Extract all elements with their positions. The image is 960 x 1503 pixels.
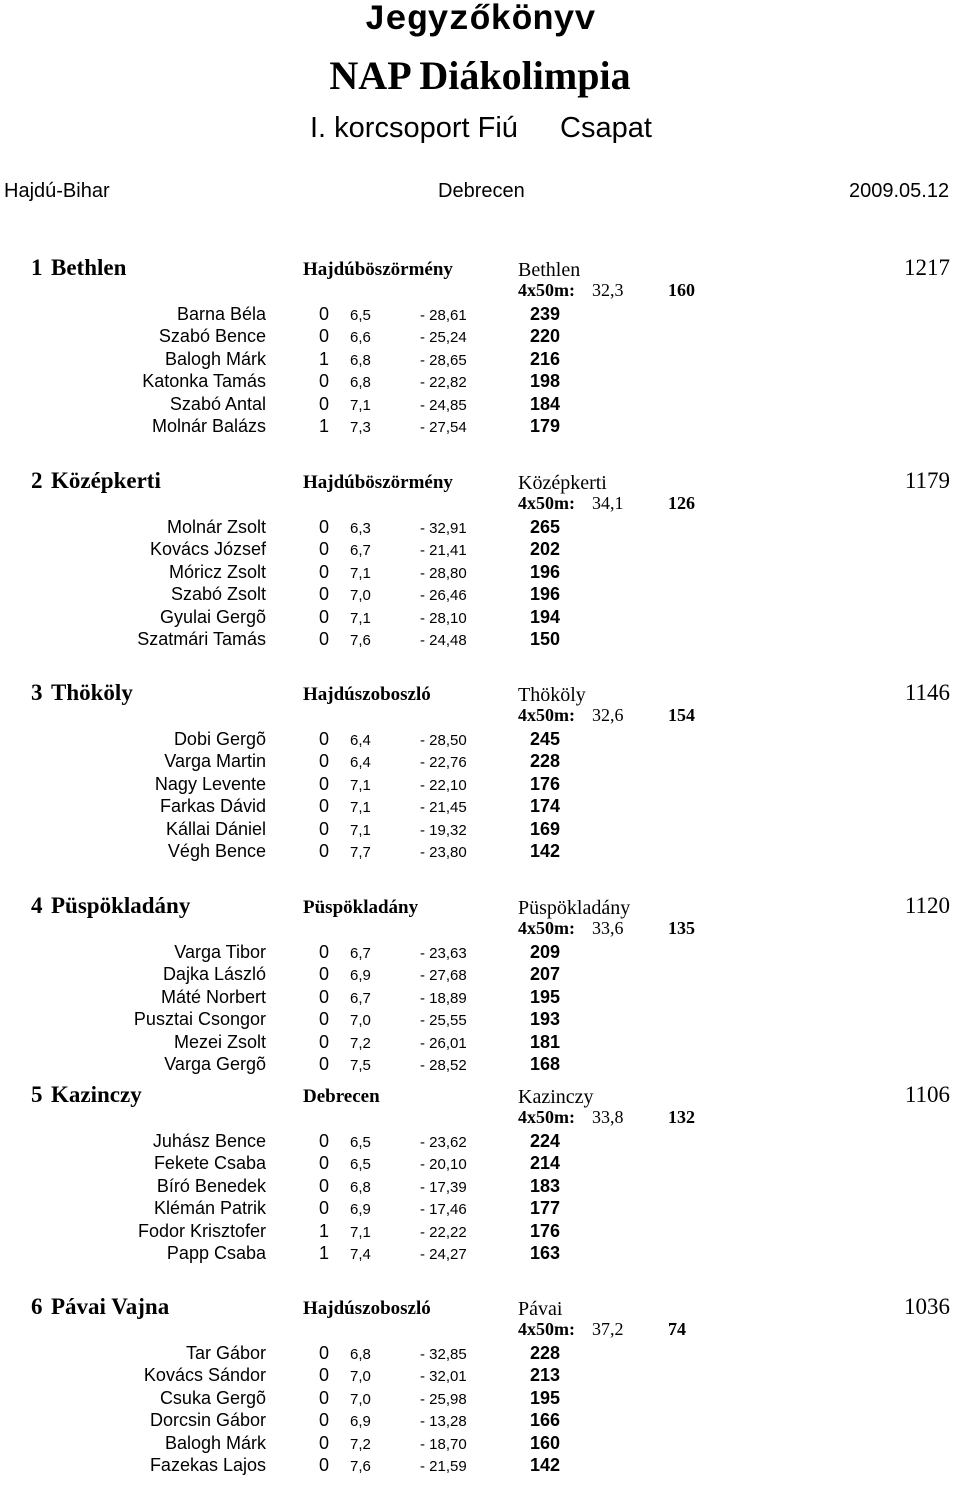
team-total: 1120: [904, 893, 950, 918]
team-school: Püspökladány: [518, 897, 631, 919]
team-town: Püspökladány: [303, 897, 419, 918]
athlete-throw: - 26,01: [420, 1034, 467, 1052]
athlete-points: 142: [530, 840, 561, 861]
athlete-zero: 0: [319, 1153, 330, 1174]
athlete-name: Móricz Zsolt: [168, 561, 266, 582]
athlete-sprint: 6,5: [350, 1156, 371, 1174]
team-name: Középkerti: [51, 468, 161, 493]
athlete-sprint: 7,3: [350, 418, 371, 436]
team-rank: 6: [31, 1294, 43, 1319]
athlete-zero: 0: [319, 751, 330, 772]
athlete-zero: 0: [319, 796, 330, 817]
athlete-points: 160: [530, 1432, 561, 1453]
athlete-name: Juhász Bence: [152, 1131, 266, 1151]
athlete-name: Végh Bence: [167, 840, 266, 861]
athlete-points: 168: [530, 1053, 561, 1074]
athlete-points: 224: [530, 1131, 561, 1151]
athlete-name: Dorcsin Gábor: [149, 1410, 266, 1431]
team-rank: 1: [31, 255, 43, 280]
athlete-points: 245: [530, 729, 561, 749]
athlete-row: [0, 941, 960, 963]
athlete-throw: - 17,39: [420, 1178, 467, 1196]
athlete-name: Pusztai Csongor: [133, 1009, 266, 1030]
athlete-name: Varga Martin: [164, 751, 266, 772]
athlete-name: Bíró Benedek: [156, 1175, 266, 1196]
relay-points: 160: [668, 280, 695, 300]
athlete-sprint: 6,3: [350, 520, 371, 537]
relay-time: 34,1: [592, 493, 624, 513]
team-rank: 5: [31, 1082, 43, 1107]
athlete-sprint: 7,1: [350, 396, 371, 414]
athlete-points: 214: [530, 1153, 561, 1174]
athlete-points: 239: [530, 304, 561, 324]
competition-type: Csapat: [560, 112, 652, 144]
athlete-row: [0, 986, 960, 1008]
athlete-points: 195: [530, 1387, 561, 1408]
athlete-row: [0, 1008, 960, 1030]
athlete-table: [0, 1130, 960, 1264]
athlete-name: Máté Norbert: [160, 986, 266, 1007]
athlete-row: [0, 583, 960, 605]
athlete-sprint: 7,0: [350, 1012, 371, 1030]
athlete-name: Szabó Bence: [158, 326, 266, 347]
athlete-points: 198: [530, 371, 561, 392]
athlete-sprint: 6,8: [350, 1346, 371, 1363]
team-town: Hajdúböszörmény: [303, 259, 453, 280]
athlete-sprint: 7,6: [350, 631, 371, 649]
athlete-points: 142: [530, 1454, 561, 1475]
athlete-points: 176: [530, 1220, 561, 1241]
athlete-throw: - 21,59: [420, 1457, 467, 1475]
athlete-zero: 0: [319, 1365, 330, 1386]
athlete-throw: - 27,68: [420, 967, 467, 985]
athlete-zero: 0: [319, 964, 330, 985]
relay-time: 32,3: [592, 280, 624, 300]
athlete-points: 181: [530, 1031, 561, 1052]
athlete-zero: 1: [319, 1242, 330, 1263]
athlete-row: [0, 1031, 960, 1053]
athlete-points: 216: [530, 348, 561, 369]
athlete-sprint: 6,5: [350, 307, 371, 324]
relay-points: 126: [668, 493, 695, 513]
athlete-points: 196: [530, 561, 561, 582]
athlete-zero: 0: [319, 818, 330, 839]
athlete-throw: - 23,62: [420, 1134, 467, 1151]
athlete-throw: - 22,82: [420, 374, 467, 392]
athlete-zero: 0: [319, 986, 330, 1007]
athlete-name: Varga Gergõ: [164, 1053, 266, 1074]
athlete-row: [0, 303, 960, 325]
athlete-table: [0, 941, 960, 1075]
athlete-name: Molnár Balázs: [151, 415, 266, 436]
athlete-name: Molnár Zsolt: [166, 517, 266, 537]
athlete-sprint: 6,9: [350, 1413, 371, 1431]
athlete-row: [0, 415, 960, 437]
athlete-points: 265: [530, 517, 561, 537]
relay-label: 4x50m:: [518, 280, 575, 300]
athlete-zero: 0: [319, 561, 330, 582]
athlete-zero: 0: [319, 942, 330, 962]
athlete-row: [0, 606, 960, 628]
athlete-sprint: 7,1: [350, 799, 371, 817]
event-title: NAP Diákolimpia: [329, 53, 631, 98]
athlete-sprint: 7,1: [350, 564, 371, 582]
team-total: 1217: [904, 255, 950, 280]
relay-time: 32,6: [592, 705, 624, 725]
athlete-zero: 0: [319, 1432, 330, 1453]
athlete-sprint: 6,8: [350, 1178, 371, 1196]
team-school: Középkerti: [518, 472, 607, 494]
athlete-throw: - 28,10: [420, 609, 467, 627]
athlete-row: [0, 728, 960, 750]
athlete-throw: - 23,80: [420, 843, 467, 861]
athlete-name: Balogh Márk: [164, 348, 266, 369]
team-name: Thököly: [51, 680, 133, 705]
athlete-zero: 0: [319, 773, 330, 794]
athlete-zero: 1: [319, 1220, 330, 1241]
athlete-table: [0, 303, 960, 437]
team-school: Bethlen: [518, 259, 581, 281]
athlete-name: Klémán Patrik: [153, 1198, 266, 1219]
relay-time: 37,2: [592, 1319, 624, 1339]
athlete-row: [0, 1130, 960, 1152]
athlete-throw: - 13,28: [420, 1413, 467, 1431]
relay-label: 4x50m:: [518, 493, 575, 513]
athlete-points: 220: [530, 326, 561, 347]
athlete-points: 194: [530, 606, 561, 627]
athlete-sprint: 6,4: [350, 754, 371, 772]
athlete-throw: - 22,76: [420, 754, 467, 772]
athlete-points: 228: [530, 751, 561, 772]
athlete-throw: - 22,22: [420, 1223, 467, 1241]
athlete-name: Gyulai Gergõ: [159, 606, 266, 627]
athlete-row: [0, 1152, 960, 1174]
athlete-name: Kállai Dániel: [165, 818, 266, 839]
athlete-throw: - 24,85: [420, 396, 467, 414]
athlete-zero: 0: [319, 517, 330, 537]
athlete-points: 169: [530, 818, 561, 839]
athlete-sprint: 7,7: [350, 843, 371, 861]
athlete-points: 184: [530, 393, 561, 414]
athlete-points: 177: [530, 1198, 561, 1219]
athlete-sprint: 6,7: [350, 945, 371, 962]
team-total: 1106: [904, 1082, 950, 1107]
athlete-row: [0, 773, 960, 795]
athlete-points: 193: [530, 1009, 561, 1030]
athlete-sprint: 6,7: [350, 542, 371, 560]
athlete-sprint: 7,0: [350, 1368, 371, 1386]
athlete-throw: - 32,01: [420, 1368, 467, 1386]
athlete-points: 196: [530, 584, 561, 605]
athlete-points: 195: [530, 986, 561, 1007]
athlete-sprint: 6,8: [350, 351, 371, 369]
relay-points: 154: [668, 705, 695, 725]
athlete-throw: - 23,63: [420, 945, 467, 962]
athlete-throw: - 27,54: [420, 418, 467, 436]
athlete-zero: 0: [319, 393, 330, 414]
athlete-zero: 1: [319, 348, 330, 369]
athlete-row: [0, 795, 960, 817]
date: 2009.05.12: [849, 180, 950, 202]
athlete-points: 209: [530, 942, 561, 962]
athlete-zero: 0: [319, 1053, 330, 1074]
athlete-throw: - 26,46: [420, 587, 467, 605]
athlete-name: Balogh Márk: [164, 1432, 266, 1453]
athlete-zero: 0: [319, 840, 330, 861]
athlete-zero: 0: [319, 584, 330, 605]
athlete-points: 228: [530, 1343, 561, 1363]
team-block: [0, 1081, 960, 1291]
athlete-name: Tar Gábor: [185, 1343, 266, 1363]
athlete-throw: - 32,85: [420, 1346, 467, 1363]
athlete-table: [0, 516, 960, 650]
relay-time: 33,6: [592, 918, 624, 938]
athlete-throw: - 22,10: [420, 776, 467, 794]
team-block: [0, 1293, 960, 1503]
athlete-throw: - 28,61: [420, 307, 467, 324]
team-rank: 3: [31, 680, 43, 705]
age-category: I. korcsoport Fiú: [310, 112, 518, 144]
athlete-row: [0, 1432, 960, 1454]
athlete-row: [0, 1387, 960, 1409]
athlete-table: [0, 728, 960, 862]
athlete-row: [0, 348, 960, 370]
athlete-zero: 0: [319, 1343, 330, 1363]
team-block: [0, 467, 960, 677]
athlete-sprint: 7,1: [350, 609, 371, 627]
team-block: [0, 254, 960, 464]
athlete-sprint: 6,4: [350, 732, 371, 749]
athlete-name: Mezei Zsolt: [173, 1031, 266, 1052]
athlete-zero: 0: [319, 371, 330, 392]
team-school: Pávai: [518, 1298, 563, 1320]
team-name: Kazinczy: [51, 1082, 142, 1107]
team-town: Hajdúböszörmény: [303, 472, 453, 493]
athlete-row: [0, 516, 960, 538]
city: Debrecen: [438, 180, 525, 202]
athlete-points: 174: [530, 796, 561, 817]
athlete-sprint: 7,5: [350, 1056, 371, 1074]
athlete-sprint: 7,1: [350, 1223, 371, 1241]
team-school: Kazinczy: [518, 1086, 594, 1108]
athlete-name: Kovács Sándor: [143, 1365, 266, 1386]
relay-time: 33,8: [592, 1107, 624, 1127]
athlete-row: [0, 628, 960, 650]
athlete-sprint: 6,6: [350, 329, 371, 347]
athlete-row: [0, 750, 960, 772]
athlete-points: 176: [530, 773, 561, 794]
relay-points: 132: [668, 1107, 695, 1127]
athlete-points: 163: [530, 1242, 561, 1263]
athlete-sprint: 6,9: [350, 967, 371, 985]
team-town: Hajdúszoboszló: [303, 1298, 431, 1319]
athlete-name: Nagy Levente: [154, 773, 266, 794]
athlete-throw: - 18,89: [420, 989, 467, 1007]
team-total: 1146: [904, 680, 950, 705]
athlete-name: Kovács József: [149, 539, 266, 560]
athlete-throw: - 28,50: [420, 732, 467, 749]
athlete-row: [0, 370, 960, 392]
team-total: 1179: [904, 468, 950, 493]
athlete-row: [0, 1454, 960, 1476]
athlete-points: 150: [530, 628, 561, 649]
athlete-throw: - 25,55: [420, 1012, 467, 1030]
athlete-sprint: 7,1: [350, 776, 371, 794]
team-rank: 2: [31, 468, 43, 493]
relay-label: 4x50m:: [518, 1107, 575, 1127]
athlete-row: [0, 1220, 960, 1242]
athlete-throw: - 18,70: [420, 1435, 467, 1453]
document-title: Jegyzőkönyv: [364, 0, 596, 40]
athlete-points: 202: [530, 539, 561, 560]
athlete-row: [0, 1197, 960, 1219]
athlete-points: 213: [530, 1365, 561, 1386]
athlete-throw: - 24,48: [420, 631, 467, 649]
team-block: [0, 892, 960, 1102]
athlete-row: [0, 561, 960, 583]
athlete-zero: 0: [319, 606, 330, 627]
athlete-row: [0, 963, 960, 985]
athlete-name: Katonka Tamás: [142, 371, 266, 392]
relay-label: 4x50m:: [518, 918, 575, 938]
athlete-row: [0, 393, 960, 415]
athlete-row: [0, 538, 960, 560]
athlete-row: [0, 1053, 960, 1075]
athlete-name: Barna Béla: [176, 304, 266, 324]
team-rank: 4: [31, 893, 43, 918]
athlete-throw: - 19,32: [420, 821, 467, 839]
athlete-sprint: 7,0: [350, 1390, 371, 1408]
athlete-throw: - 20,10: [420, 1156, 467, 1174]
athlete-throw: - 28,80: [420, 564, 467, 582]
athlete-sprint: 7,4: [350, 1245, 371, 1263]
athlete-throw: - 28,65: [420, 351, 467, 369]
athlete-points: 179: [530, 415, 561, 436]
athlete-throw: - 25,98: [420, 1390, 467, 1408]
relay-points: 135: [668, 918, 695, 938]
athlete-sprint: 6,8: [350, 374, 371, 392]
athlete-name: Farkas Dávid: [159, 796, 266, 817]
athlete-throw: - 24,27: [420, 1245, 467, 1263]
athlete-zero: 0: [319, 628, 330, 649]
athlete-row: [0, 840, 960, 862]
athlete-throw: - 17,46: [420, 1201, 467, 1219]
team-block: [0, 679, 960, 889]
athlete-row: [0, 1342, 960, 1364]
athlete-zero: 1: [319, 415, 330, 436]
athlete-zero: 0: [319, 326, 330, 347]
athlete-sprint: 6,7: [350, 989, 371, 1007]
athlete-name: Szatmári Tamás: [137, 628, 266, 649]
athlete-sprint: 7,2: [350, 1034, 371, 1052]
team-school: Thököly: [518, 684, 586, 706]
athlete-points: 183: [530, 1175, 561, 1196]
athlete-zero: 0: [319, 1131, 330, 1151]
team-name: Bethlen: [51, 255, 127, 280]
athlete-name: Fodor Krisztofer: [137, 1220, 266, 1241]
athlete-row: [0, 1409, 960, 1431]
athlete-row: [0, 1364, 960, 1386]
athlete-sprint: 6,5: [350, 1134, 371, 1151]
athlete-throw: - 32,91: [420, 520, 467, 537]
athlete-zero: 0: [319, 1009, 330, 1030]
athlete-zero: 0: [319, 1198, 330, 1219]
athlete-zero: 0: [319, 1387, 330, 1408]
athlete-zero: 0: [319, 1031, 330, 1052]
athlete-zero: 0: [319, 729, 330, 749]
relay-label: 4x50m:: [518, 1319, 575, 1339]
athlete-name: Dajka László: [162, 964, 266, 985]
athlete-name: Fekete Csaba: [153, 1153, 266, 1174]
relay-label: 4x50m:: [518, 705, 575, 725]
team-town: Hajdúszoboszló: [303, 684, 431, 705]
athlete-row: [0, 325, 960, 347]
athlete-row: [0, 1175, 960, 1197]
team-total: 1036: [904, 1294, 950, 1319]
athlete-sprint: 7,0: [350, 587, 371, 605]
athlete-sprint: 7,1: [350, 821, 371, 839]
athlete-throw: - 21,41: [420, 542, 467, 560]
athlete-points: 166: [530, 1410, 561, 1431]
athlete-name: Szabó Zsolt: [170, 584, 266, 605]
athlete-name: Dobi Gergõ: [173, 729, 266, 749]
athlete-row: [0, 1242, 960, 1264]
athlete-throw: - 28,52: [420, 1056, 467, 1074]
athlete-name: Szabó Antal: [169, 393, 266, 414]
athlete-name: Varga Tibor: [174, 942, 266, 962]
athlete-sprint: 7,6: [350, 1457, 371, 1475]
athlete-name: Fazekas Lajos: [149, 1454, 266, 1475]
athlete-zero: 0: [319, 1175, 330, 1196]
athlete-sprint: 7,2: [350, 1435, 371, 1453]
team-name: Püspökladány: [51, 893, 191, 918]
team-name: Pávai Vajna: [51, 1294, 170, 1319]
athlete-zero: 0: [319, 304, 330, 324]
athlete-sprint: 6,9: [350, 1201, 371, 1219]
athlete-throw: - 21,45: [420, 799, 467, 817]
athlete-name: Csuka Gergõ: [159, 1387, 266, 1408]
athlete-throw: - 25,24: [420, 329, 467, 347]
athlete-name: Papp Csaba: [166, 1242, 266, 1263]
team-town: Debrecen: [303, 1086, 380, 1107]
athlete-points: 207: [530, 964, 561, 985]
athlete-zero: 0: [319, 1410, 330, 1431]
athlete-table: [0, 1342, 960, 1476]
athlete-zero: 0: [319, 539, 330, 560]
relay-points: 74: [668, 1319, 686, 1339]
athlete-zero: 0: [319, 1454, 330, 1475]
athlete-row: [0, 818, 960, 840]
county: Hajdú-Bihar: [4, 180, 110, 202]
